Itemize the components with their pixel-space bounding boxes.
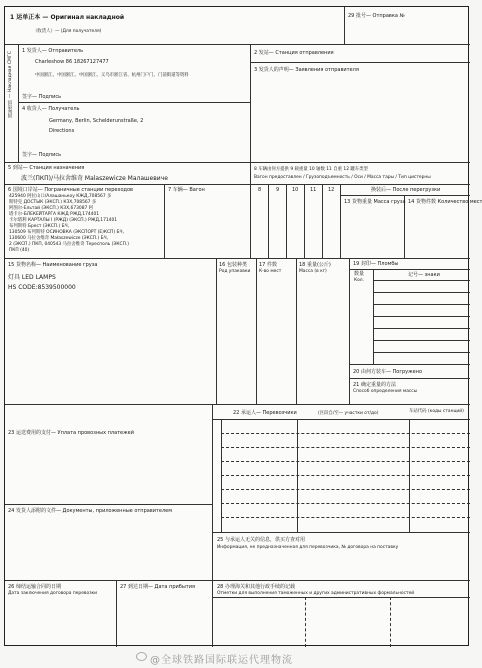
seals-row xyxy=(374,269,470,281)
wagon-col-label: 8 xyxy=(258,187,262,193)
border-line: 2 (ЭКСП.) ПКП, 040543 马拉舍维奇 Тересполь (ЭКСП.) xyxy=(9,242,129,247)
wagon-col-label: 11 xyxy=(310,187,317,193)
customs-box xyxy=(213,581,470,647)
waybill-sheet xyxy=(4,6,482,646)
arrival-date-box xyxy=(117,581,213,647)
border-line: 卡尔塔利 КАРТАЛЫ I (РЖД) (ЭКСП.) РЖД,171401 xyxy=(9,218,118,223)
seals-row xyxy=(374,317,470,329)
seals-row xyxy=(374,293,470,305)
documents-label: 24 发货人添附的文件— Документы, приложенные отправителем xyxy=(8,508,173,514)
buyer-info-label: 25 与承运人无关的信息，供买方查对用 xyxy=(217,537,305,543)
header-box xyxy=(5,7,345,45)
receiver-address-line1: Germany, Berlin, Schelderunstraße, 2 xyxy=(49,118,144,124)
receiver-address-line2: Directions xyxy=(49,128,75,134)
wagon-provided-box xyxy=(251,163,470,185)
wagon-col-label: 10 xyxy=(292,187,299,193)
seals-qty-col xyxy=(350,269,374,365)
document-title: 1 运单正本 — Оригинал накладной xyxy=(10,14,125,21)
carriers-row xyxy=(221,517,470,518)
payment-box xyxy=(5,405,213,505)
cargo-count-box xyxy=(405,196,482,259)
sender-label: 1 发货人— Отправитель xyxy=(22,48,84,54)
border-line: ПКП (40) xyxy=(9,248,30,253)
receiver-sign-label: 签字— Подпись xyxy=(22,152,62,158)
destination-station-value: 波兰(ПКП)/马拉舍维奇 Malaszewicze Малашевиче xyxy=(21,175,168,182)
seals-row xyxy=(374,281,470,293)
loaded-by-label: 20 由何方装车— Погружено xyxy=(353,369,423,375)
wagon-box xyxy=(165,185,251,259)
reload-label: 换装后— После перегрузки xyxy=(371,187,441,193)
receiver-label: 4 收货人— Получатель xyxy=(22,106,80,112)
carriers-row xyxy=(221,447,470,448)
weight-label: 18 重量(公斤) xyxy=(299,262,331,268)
carriers-code-label: 车站代码 (коды станций) xyxy=(409,409,464,414)
border-line: 130600 马拉舍维奇 Małaszewicze (ЭКСП.) БЧ, xyxy=(9,236,109,241)
customs-label-ru: Отметки для выполнения таможенных и других административных формальностей xyxy=(217,591,415,596)
contract-date-label: 26 缔结运输合同的日期 xyxy=(8,584,61,590)
weibo-icon xyxy=(136,652,147,661)
pieces-label: 17 件数 xyxy=(259,262,277,268)
seals-qty-label: 数量 xyxy=(354,271,365,277)
carriers-label: 22 承运人— Перевозчики xyxy=(233,410,297,416)
wagon-col-12 xyxy=(323,185,341,259)
reload-box xyxy=(341,185,470,196)
weight-box xyxy=(297,259,350,405)
carriers-row xyxy=(221,433,470,434)
goods-label: 15 货物名称— Наименование груза xyxy=(8,262,98,268)
packaging-box xyxy=(217,259,257,405)
pieces-label-ru: К-во мест xyxy=(259,269,282,274)
carriers-box xyxy=(213,405,470,533)
customs-col xyxy=(390,597,391,647)
customs-col xyxy=(305,597,306,647)
border-line: 斯特克 ДОСТЫК (ЭКСП.) КЗХ,708567 多 xyxy=(9,200,97,205)
consignment-number-box xyxy=(345,7,470,45)
cargo-weight-box xyxy=(341,196,405,259)
carriers-row xyxy=(221,461,470,462)
carriers-row xyxy=(221,489,470,490)
pieces-box xyxy=(257,259,297,405)
border-stations-label: 6 国境口岸站— Пограничные станции переходов xyxy=(8,187,133,193)
payment-label: 23 运送费用的支付— Уплата провозных платежей xyxy=(8,430,134,436)
wagon-col-label: 9 xyxy=(276,187,280,193)
seals-qty-label-ru: Кол. xyxy=(354,278,365,283)
loaded-by-box xyxy=(350,365,470,379)
sender-sign-label: 签字— Подпись xyxy=(22,94,62,100)
sender-company: Charleshow 86 18267127477 xyxy=(35,59,109,65)
weight-label-ru: Масса (в кг) xyxy=(299,269,327,274)
carriers-segment-label: (区段自/至— участки от/до) xyxy=(318,411,379,416)
border-line: 130509 布列斯特 ОСИНОВКА (ЭКСПОРТ (Е)КСП) БЧ, xyxy=(9,230,124,235)
destination-station-box xyxy=(5,163,251,185)
weighing-method-label: 21 确定重量的方法 xyxy=(353,382,396,388)
contract-date-box xyxy=(5,581,117,647)
border-line: 425940 阿拉山口/Алашанькоу КЖД,708567 多 xyxy=(9,194,112,199)
cargo-count-label: 14 货物件数 Количество мест xyxy=(408,199,482,205)
arrival-date-label: 27 到达日期— Дата прибытия xyxy=(120,584,195,590)
packaging-label: 16 包装种类 xyxy=(219,262,247,268)
wagon-col-9 xyxy=(269,185,287,259)
sender-box xyxy=(19,45,251,103)
contract-date-label-ru: Дата заключения договора перевозки xyxy=(8,591,98,596)
sender-address: 中国浙江、中国浙江、中国浙江、义乌市浙江省、杭州门户门、门前街道等资料 xyxy=(35,73,189,78)
declaration-label: 3 发货人的声明— Заявления отправителя xyxy=(254,67,359,73)
carriers-col xyxy=(409,419,410,533)
carriers-col xyxy=(221,419,222,533)
seals-row xyxy=(374,341,470,353)
declaration-box xyxy=(251,63,470,163)
carriers-row xyxy=(221,475,470,476)
receiver-box xyxy=(19,103,251,163)
buyer-info-box xyxy=(213,533,470,581)
packaging-label-ru: Род упаковки xyxy=(219,269,251,274)
wagon-col-10 xyxy=(287,185,305,259)
consignment-number-label: 29 批号— Отправка № xyxy=(348,13,405,19)
side-strip xyxy=(5,45,19,163)
seals-row xyxy=(374,329,470,341)
border-line: 塔卡尔-БЛЕКЕЙТАРГА КЖД РЖД,174401 xyxy=(9,212,100,217)
destination-station-label: 5 到站— Станция назначения xyxy=(8,165,85,171)
watermark-text: @全球铁路国际联运代理物流 xyxy=(150,655,293,666)
wagon-col-8 xyxy=(251,185,269,259)
seals-row xyxy=(374,305,470,317)
goods-box xyxy=(5,259,217,405)
border-line: 阿图尔-Ельтай (ЭКСП.) КЗХ,673087 阿 xyxy=(9,206,94,211)
border-line: 布列斯特 Брест (ЭКСП.) БЧ, xyxy=(9,224,70,229)
cargo-weight-label: 13 货物重量 Масса груза xyxy=(344,199,406,205)
departure-station-label: 2 发站— Станция отправления xyxy=(254,50,334,56)
wagon-col-label: 12 xyxy=(328,187,335,193)
carriers-row xyxy=(213,419,470,420)
carriers-row xyxy=(221,503,470,504)
wagon-label: 7 车辆— Вагон xyxy=(168,187,205,193)
weighing-method-label-ru: Способ определения массы xyxy=(353,389,418,394)
departure-station-box xyxy=(251,45,470,63)
seals-label: 19 封印— Пломбы xyxy=(353,261,399,267)
buyer-info-label-ru: Информация, не предназначенная для перевозчика, № договора на поставку xyxy=(217,545,399,550)
border-stations-box xyxy=(5,185,165,259)
side-vertical-text: 国际货协 — Накладная СМГС xyxy=(8,51,13,119)
weighing-method-box xyxy=(350,379,470,405)
goods-item: 灯具 LED LAMPS xyxy=(8,274,56,281)
document-subtitle: （收货人）— (Для получателя) xyxy=(33,29,102,34)
wagon-provided-label-ru: Вагон предоставлен / Грузоподъемность / Оси / Масса тары / Тип цистерны xyxy=(254,175,431,180)
customs-label: 28 办理海关和其他行政手续的记载 xyxy=(217,584,295,590)
seals-mark-label: 记号— знаки xyxy=(408,272,440,278)
documents-box xyxy=(5,505,213,581)
wagon-provided-label: 8 车辆由何方提供 9 载重量 10 轴数 11 自重 12 罐车类型 xyxy=(254,167,368,172)
carriers-col xyxy=(297,419,298,533)
wagon-col-11 xyxy=(305,185,323,259)
goods-hs-code: HS CODE:8539500000 xyxy=(8,284,76,291)
customs-row xyxy=(213,597,470,598)
